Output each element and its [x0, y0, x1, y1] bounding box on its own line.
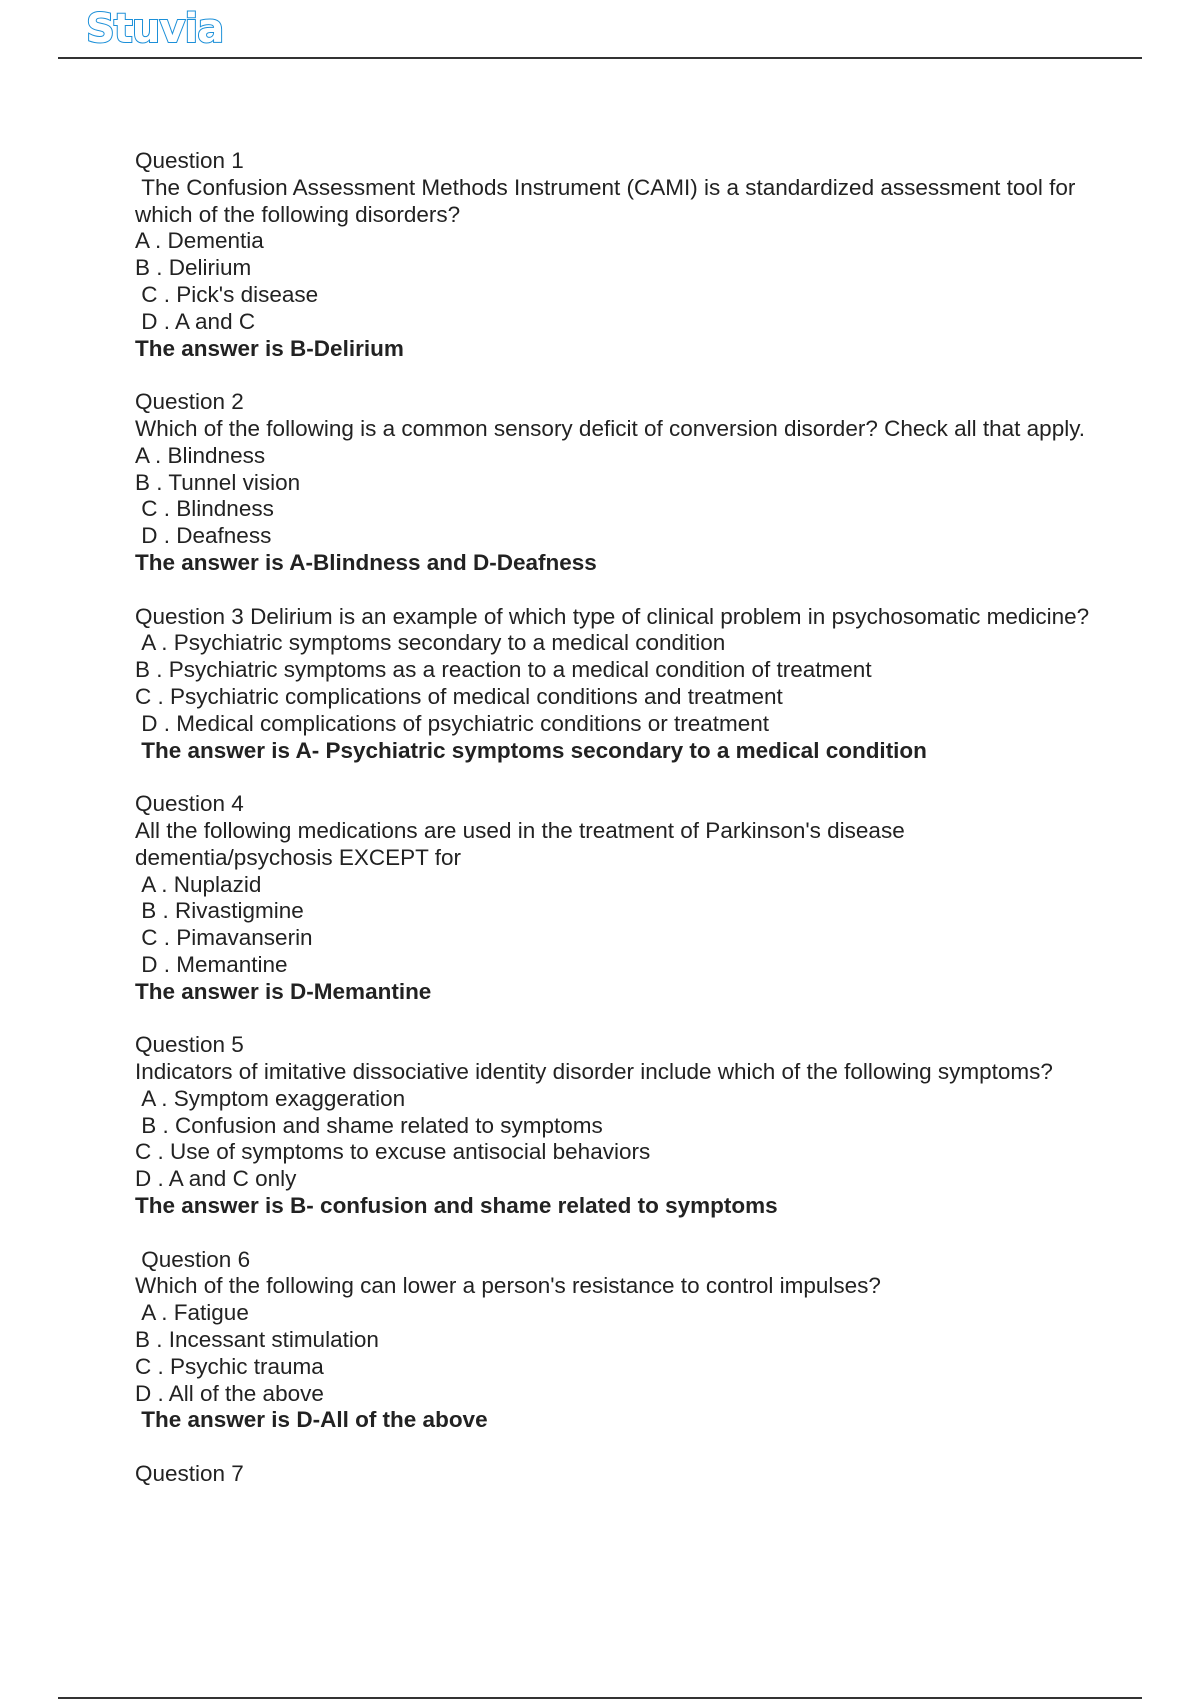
- question-heading: Question 7: [135, 1461, 244, 1487]
- option-b: B . Rivastigmine: [135, 898, 304, 924]
- question-stem: Indicators of imitative dissociative identity disorder include which of the following symptoms?: [135, 1059, 1053, 1085]
- option-a: A . Blindness: [135, 442, 266, 468]
- option-d: D . Deafness: [135, 523, 272, 549]
- option-b: B . Tunnel vision: [135, 469, 301, 495]
- question-list: [135, 148, 1095, 1515]
- question-heading: Question 3 Delirium is an example of which type of clinical problem in psychosomatic medicine?: [135, 603, 1090, 629]
- option-a: A . Nuplazid: [135, 871, 262, 897]
- option-d: D . A and C: [135, 308, 256, 334]
- option-b: B . Confusion and shame related to symptoms: [135, 1112, 603, 1138]
- logo-text: Stuvia: [86, 6, 224, 52]
- question-heading: Question 1: [135, 148, 244, 173]
- header-divider: [58, 57, 1142, 59]
- question-stem: Which of the following can lower a person's resistance to control impulses?: [135, 1273, 881, 1299]
- footer-divider: [58, 1697, 1142, 1699]
- question-stem: The Confusion Assessment Methods Instrument (CAMI) is a standardized assessment tool for which of the following disorders?: [135, 174, 1082, 227]
- option-d: D . Medical complications of psychiatric conditions or treatment: [135, 710, 770, 736]
- question-heading: Question 4: [135, 791, 244, 817]
- option-d: D . Memantine: [135, 951, 288, 977]
- option-a: A . Dementia: [135, 228, 264, 254]
- option-a: A . Fatigue: [135, 1300, 249, 1326]
- option-c: C . Pick's disease: [135, 281, 319, 307]
- option-c: C . Use of symptoms to excuse antisocial behaviors: [135, 1139, 651, 1165]
- option-c: C . Psychic trauma: [135, 1353, 324, 1379]
- answer: The answer is D-Memantine: [135, 978, 432, 1004]
- option-a: A . Psychiatric symptoms secondary to a medical condition: [135, 630, 726, 656]
- answer: The answer is A-Blindness and D-Deafness: [135, 549, 597, 575]
- option-b: B . Incessant stimulation: [135, 1327, 379, 1353]
- option-d: D . A and C only: [135, 1166, 297, 1192]
- question-heading: Question 5: [135, 1032, 244, 1058]
- option-b: B . Psychiatric symptoms as a reaction to a medical condition of treatment: [135, 657, 872, 683]
- question-heading: Question 6: [135, 1246, 251, 1272]
- option-c: C . Blindness: [135, 496, 274, 522]
- option-c: C . Pimavanserin: [135, 925, 313, 951]
- question-7: [135, 1461, 1095, 1488]
- answer: The answer is B- confusion and shame related to symptoms: [135, 1193, 778, 1219]
- stuvia-logo: [86, 4, 223, 54]
- question-6: [135, 1247, 1095, 1435]
- question-heading: Question 2: [135, 389, 244, 415]
- option-d: D . All of the above: [135, 1380, 324, 1406]
- question-4: [135, 791, 1095, 1005]
- option-a: A . Symptom exaggeration: [135, 1085, 406, 1111]
- answer: The answer is B-Delirium: [135, 335, 404, 361]
- option-c: C . Psychiatric complications of medical conditions and treatment: [135, 683, 783, 709]
- question-1: [135, 148, 1095, 362]
- question-stem: Which of the following is a common sensory deficit of conversion disorder? Check all that apply.: [135, 415, 1086, 441]
- question-2: [135, 389, 1095, 577]
- question-3: [135, 604, 1095, 765]
- answer: The answer is A- Psychiatric symptoms secondary to a medical condition: [135, 737, 927, 763]
- question-stem: All the following medications are used in the treatment of Parkinson's disease dementia/psychosis EXCEPT for: [135, 817, 911, 870]
- answer: The answer is D-All of the above: [135, 1407, 488, 1433]
- question-5: [135, 1032, 1095, 1220]
- option-b: B . Delirium: [135, 255, 252, 281]
